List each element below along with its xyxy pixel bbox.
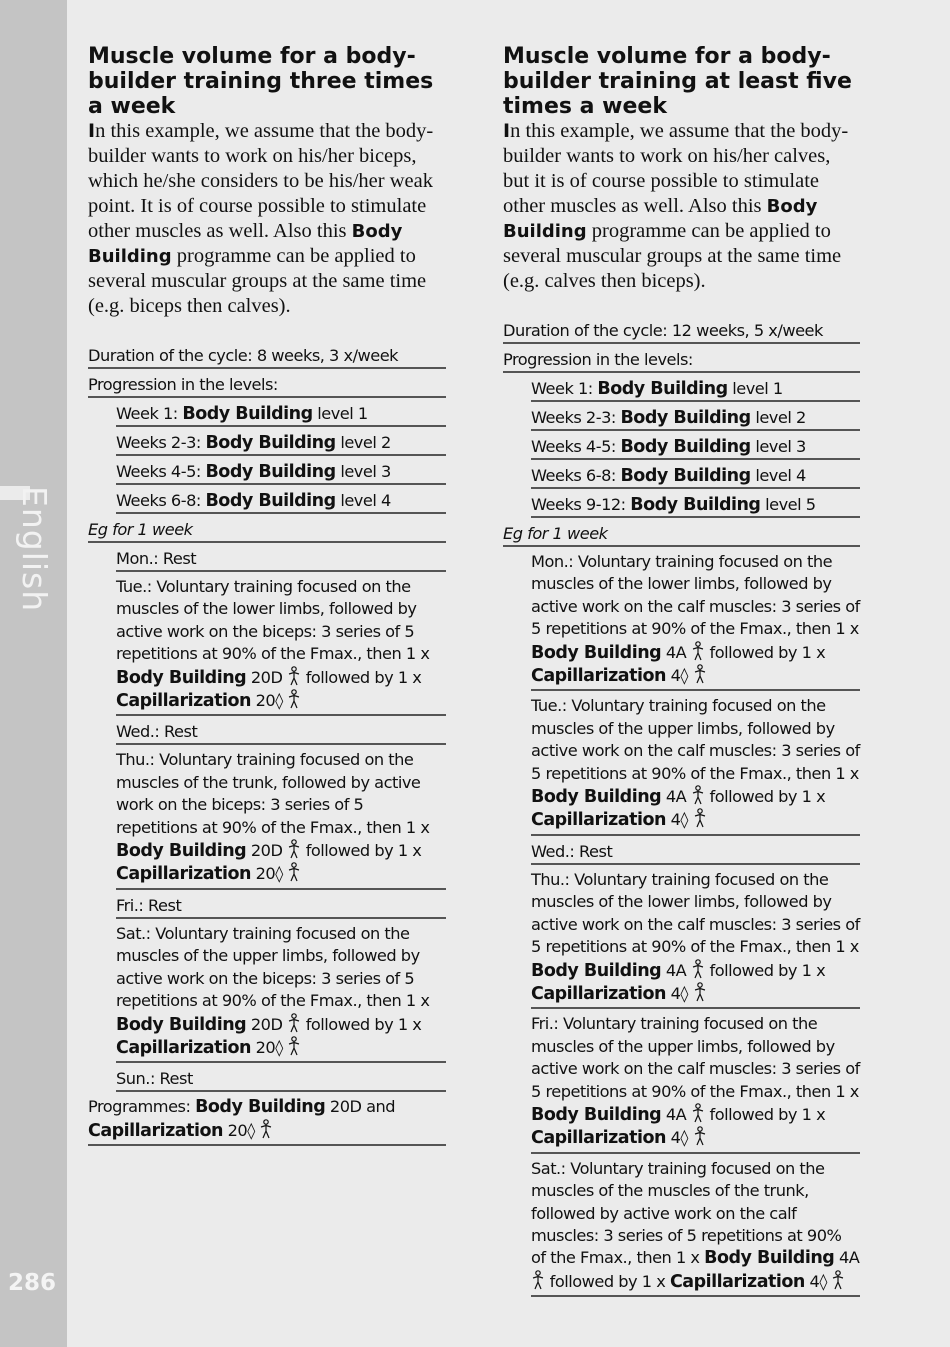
athlete-icon [531, 1270, 545, 1290]
athlete-icon [287, 666, 301, 686]
right-wed: Wed.: Rest [531, 836, 860, 865]
right-level-2: Weeks 2-3: Body Building level 2 [531, 402, 860, 431]
right-level-1: Week 1: Body Building level 1 [531, 373, 860, 402]
athlete-icon [691, 785, 705, 805]
page-number: 286 [8, 1270, 57, 1296]
athlete-icon [831, 1270, 845, 1290]
athlete-icon [691, 959, 705, 979]
right-level-4: Weeks 6-8: Body Building level 4 [531, 460, 860, 489]
right-eg: Eg for 1 week [503, 518, 860, 547]
left-level-3: Weeks 4-5: Body Building level 3 [116, 456, 446, 485]
sidebar [0, 0, 67, 1347]
right-duration: Duration of the cycle: 12 weeks, 5 x/week [503, 315, 860, 344]
right-column [503, 44, 860, 1297]
right-tue: Tue.: Voluntary training focused on the muscles of the upper limbs, followed by active work on the calf muscles: 3 series of 5 repetitions at 90% of the Fmax., then 1 x Body Building 4A followed by 1 x Capillarization 4◊ [531, 691, 860, 835]
left-level-1: Week 1: Body Building level 1 [116, 398, 446, 427]
athlete-icon [691, 1103, 705, 1123]
athlete-icon [691, 641, 705, 661]
left-eg: Eg for 1 week [88, 514, 446, 543]
athlete-icon [693, 808, 707, 828]
right-title: Muscle volume for a body-builder training at least five times a week [503, 44, 852, 119]
athlete-icon [287, 862, 301, 882]
right-level-5: Weeks 9-12: Body Building level 5 [531, 489, 860, 518]
left-intro: In this example, we assume that the body-builder wants to work on his/her biceps, which he/she considers to be his/her weak point. It is of course possible to stimulate other muscles as well. Also this Body Building programme can be applied to several muscular groups at the same time (e.g. biceps then calves). [88, 120, 434, 317]
right-mon: Mon.: Voluntary training focused on the muscles of the lower limbs, followed by active work on the calf muscles: 3 series of 5 repetitions at 90% of the Fmax., then 1 x Body Building 4A followed by 1 x Capillarization 4◊ [531, 547, 860, 691]
left-level-2: Weeks 2-3: Body Building level 2 [116, 427, 446, 456]
right-level-3: Weeks 4-5: Body Building level 3 [531, 431, 860, 460]
left-duration: Duration of the cycle: 8 weeks, 3 x/week [88, 340, 446, 369]
athlete-icon [287, 689, 301, 709]
language-label: English [15, 486, 54, 613]
right-progression: Progression in the levels: [503, 344, 860, 373]
right-thu: Thu.: Voluntary training focused on the muscles of the lower limbs, followed by active work on the calf muscles: 3 series of 5 repetitions at 90% of the Fmax., then 1 x Body Building 4A followed by 1 x Capillarization 4◊ [531, 865, 860, 1009]
athlete-icon [287, 1013, 301, 1033]
athlete-icon [287, 839, 301, 859]
left-sun: Sun.: Rest [116, 1063, 446, 1092]
left-progression: Progression in the levels: [88, 369, 446, 398]
athlete-icon [693, 982, 707, 1002]
left-tue: Tue.: Voluntary training focused on the muscles of the lower limbs, followed by active work on the biceps: 3 series of 5 repetitions at 90% of the Fmax., then 1 x Body Building 20D followed by 1 x Capillarization 20◊ [116, 572, 446, 716]
left-mon: Mon.: Rest [116, 543, 446, 572]
left-title: Muscle volume for a body-builder training three times a week [88, 44, 434, 119]
left-column [88, 44, 446, 1146]
athlete-icon [259, 1119, 273, 1139]
left-level-4: Weeks 6-8: Body Building level 4 [116, 485, 446, 514]
athlete-icon [693, 664, 707, 684]
left-thu: Thu.: Voluntary training focused on the muscles of the trunk, followed by active work on the biceps: 3 series of 5 repetitions at 90% of the Fmax., then 1 x Body Building 20D followed by 1 x Capillarization 20◊ [116, 745, 446, 889]
right-intro: In this example, we assume that the body-builder wants to work on his/her calves, but it is of course possible to stimulate other muscles as well. Also this Body Building programme can be applied to several muscular groups at the same time (e.g. calves then biceps). [503, 120, 849, 292]
left-fri: Fri.: Rest [116, 890, 446, 919]
athlete-icon [287, 1036, 301, 1056]
left-wed: Wed.: Rest [116, 716, 446, 745]
left-programmes: Programmes: Body Building 20D and Capillarization 20◊ [88, 1092, 446, 1146]
right-fri: Fri.: Voluntary training focused on the muscles of the upper limbs, followed by active work on the calf muscles: 3 series of 5 repetitions at 90% of the Fmax., then 1 x Body Building 4A followed by 1 x Capillarization 4◊ [531, 1009, 860, 1153]
left-sat: Sat.: Voluntary training focused on the muscles of the upper limbs, followed by active work on the biceps: 3 series of 5 repetitions at 90% of the Fmax., then 1 x Body Building 20D followed by 1 x Capillarization 20◊ [116, 919, 446, 1063]
right-sat: Sat.: Voluntary training focused on the muscles of the muscles of the trunk, followed by active work on the calf muscles: 3 series of 5 repetitions at 90% of the Fmax., then 1 x Body Building 4A followed by 1 x Capillarization 4◊ [531, 1154, 860, 1297]
athlete-icon [693, 1126, 707, 1146]
